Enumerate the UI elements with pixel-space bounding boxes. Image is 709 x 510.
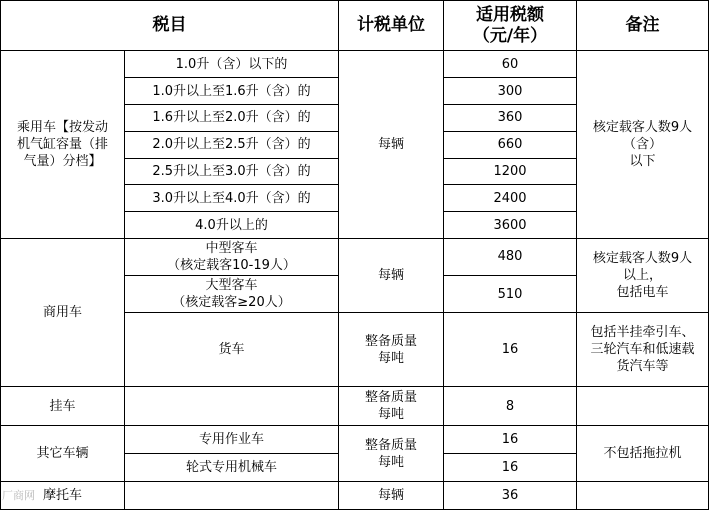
bus-note-line3: 包括电车 xyxy=(616,285,669,301)
medium-bus-item xyxy=(125,238,339,275)
table-row xyxy=(1,426,709,454)
header-tax-amount-line2: （元/年） xyxy=(472,25,548,46)
motorcycle-category: 摩托车 xyxy=(1,482,125,510)
other-amount: 16 xyxy=(444,426,577,454)
large-bus-capacity: （核定载客≥20人） xyxy=(172,295,291,311)
header-tax-unit: 计税单位 xyxy=(339,1,444,51)
header-tax-amount-line1: 适用税额 xyxy=(476,4,544,25)
passenger-subitem: 1.0升（含）以下的 xyxy=(125,51,339,78)
table-row xyxy=(1,387,709,426)
motorcycle-subitem xyxy=(125,482,339,510)
truck-note-line1: 包括半挂牵引车、 xyxy=(590,325,695,341)
large-bus-amount: 510 xyxy=(444,276,577,313)
other-subitem: 轮式专用机械车 xyxy=(125,454,339,482)
bus-note-line2: 以上， xyxy=(622,268,662,284)
passenger-note-line1: 核定载客人数9人 xyxy=(592,120,693,136)
passenger-subitem: 2.5升以上至3.0升（含）的 xyxy=(125,158,339,185)
passenger-subitem: 4.0升以上的 xyxy=(125,212,339,239)
passenger-subitem: 3.0升以上至4.0升（含）的 xyxy=(125,185,339,212)
bus-unit: 每辆 xyxy=(339,238,444,312)
medium-bus-amount: 480 xyxy=(444,238,577,275)
trailer-amount: 8 xyxy=(444,387,577,426)
motorcycle-unit: 每辆 xyxy=(339,482,444,510)
other-unit-line2: 每吨 xyxy=(377,454,404,470)
other-remarks: 不包括拖拉机 xyxy=(577,426,709,482)
passenger-note-line2: （含） xyxy=(622,137,662,153)
passenger-amount: 2400 xyxy=(444,185,577,212)
medium-bus-label: 中型客车 xyxy=(205,240,258,256)
passenger-subitem: 1.6升以上至2.0升（含）的 xyxy=(125,105,339,132)
passenger-unit: 每辆 xyxy=(339,51,444,238)
passenger-category-line3: 气量）分档】 xyxy=(23,154,102,170)
passenger-subitem: 2.0升以上至2.5升（含）的 xyxy=(125,131,339,158)
table-row xyxy=(1,482,709,510)
passenger-amount: 300 xyxy=(444,78,577,105)
passenger-amount: 360 xyxy=(444,105,577,132)
truck-note-line2: 三轮汽车和低速载 xyxy=(590,342,695,358)
table-row xyxy=(1,238,709,275)
passenger-amount: 60 xyxy=(444,51,577,78)
other-unit-line1: 整备质量 xyxy=(364,437,417,453)
truck-note-line3: 货汽车等 xyxy=(616,359,669,375)
truck-unit-line1: 整备质量 xyxy=(364,333,417,349)
header-tax-item: 税目 xyxy=(1,1,339,51)
truck-unit xyxy=(339,313,444,387)
passenger-remarks xyxy=(577,51,709,238)
medium-bus-capacity: （核定载客10-19人） xyxy=(167,257,296,273)
other-subitem: 专用作业车 xyxy=(125,426,339,454)
passenger-category-line2: 机气缸容量（排 xyxy=(16,137,108,153)
truck-amount: 16 xyxy=(444,313,577,387)
trailer-unit-line2: 每吨 xyxy=(377,407,404,423)
motorcycle-amount: 36 xyxy=(444,482,577,510)
header-tax-amount xyxy=(444,1,577,51)
other-amount: 16 xyxy=(444,454,577,482)
trailer-remarks xyxy=(577,387,709,426)
passenger-subitem: 1.0升以上至1.6升（含）的 xyxy=(125,78,339,105)
header-row xyxy=(1,1,709,51)
passenger-note-line3: 以下 xyxy=(629,154,656,170)
other-unit xyxy=(339,426,444,482)
bus-note-line1: 核定载客人数9人 xyxy=(592,251,693,267)
passenger-category-line1: 乘用车【按发动 xyxy=(16,120,108,136)
watermark: 厂商网 xyxy=(2,489,35,502)
truck-unit-line2: 每吨 xyxy=(377,350,404,366)
truck-item: 货车 xyxy=(125,313,339,387)
header-remarks: 备注 xyxy=(577,1,709,51)
trailer-unit xyxy=(339,387,444,426)
large-bus-item xyxy=(125,276,339,313)
trailer-unit-line1: 整备质量 xyxy=(364,390,417,406)
motorcycle-remarks xyxy=(577,482,709,510)
passenger-amount: 660 xyxy=(444,131,577,158)
passenger-amount: 1200 xyxy=(444,158,577,185)
other-category: 其它车辆 xyxy=(1,426,125,482)
passenger-car-category xyxy=(1,51,125,238)
table-row xyxy=(1,51,709,78)
large-bus-label: 大型客车 xyxy=(205,278,258,294)
truck-remarks xyxy=(577,313,709,387)
passenger-amount: 3600 xyxy=(444,212,577,239)
trailer-subitem xyxy=(125,387,339,426)
commercial-category: 商用车 xyxy=(1,238,125,386)
bus-remarks xyxy=(577,238,709,312)
trailer-category: 挂车 xyxy=(1,387,125,426)
